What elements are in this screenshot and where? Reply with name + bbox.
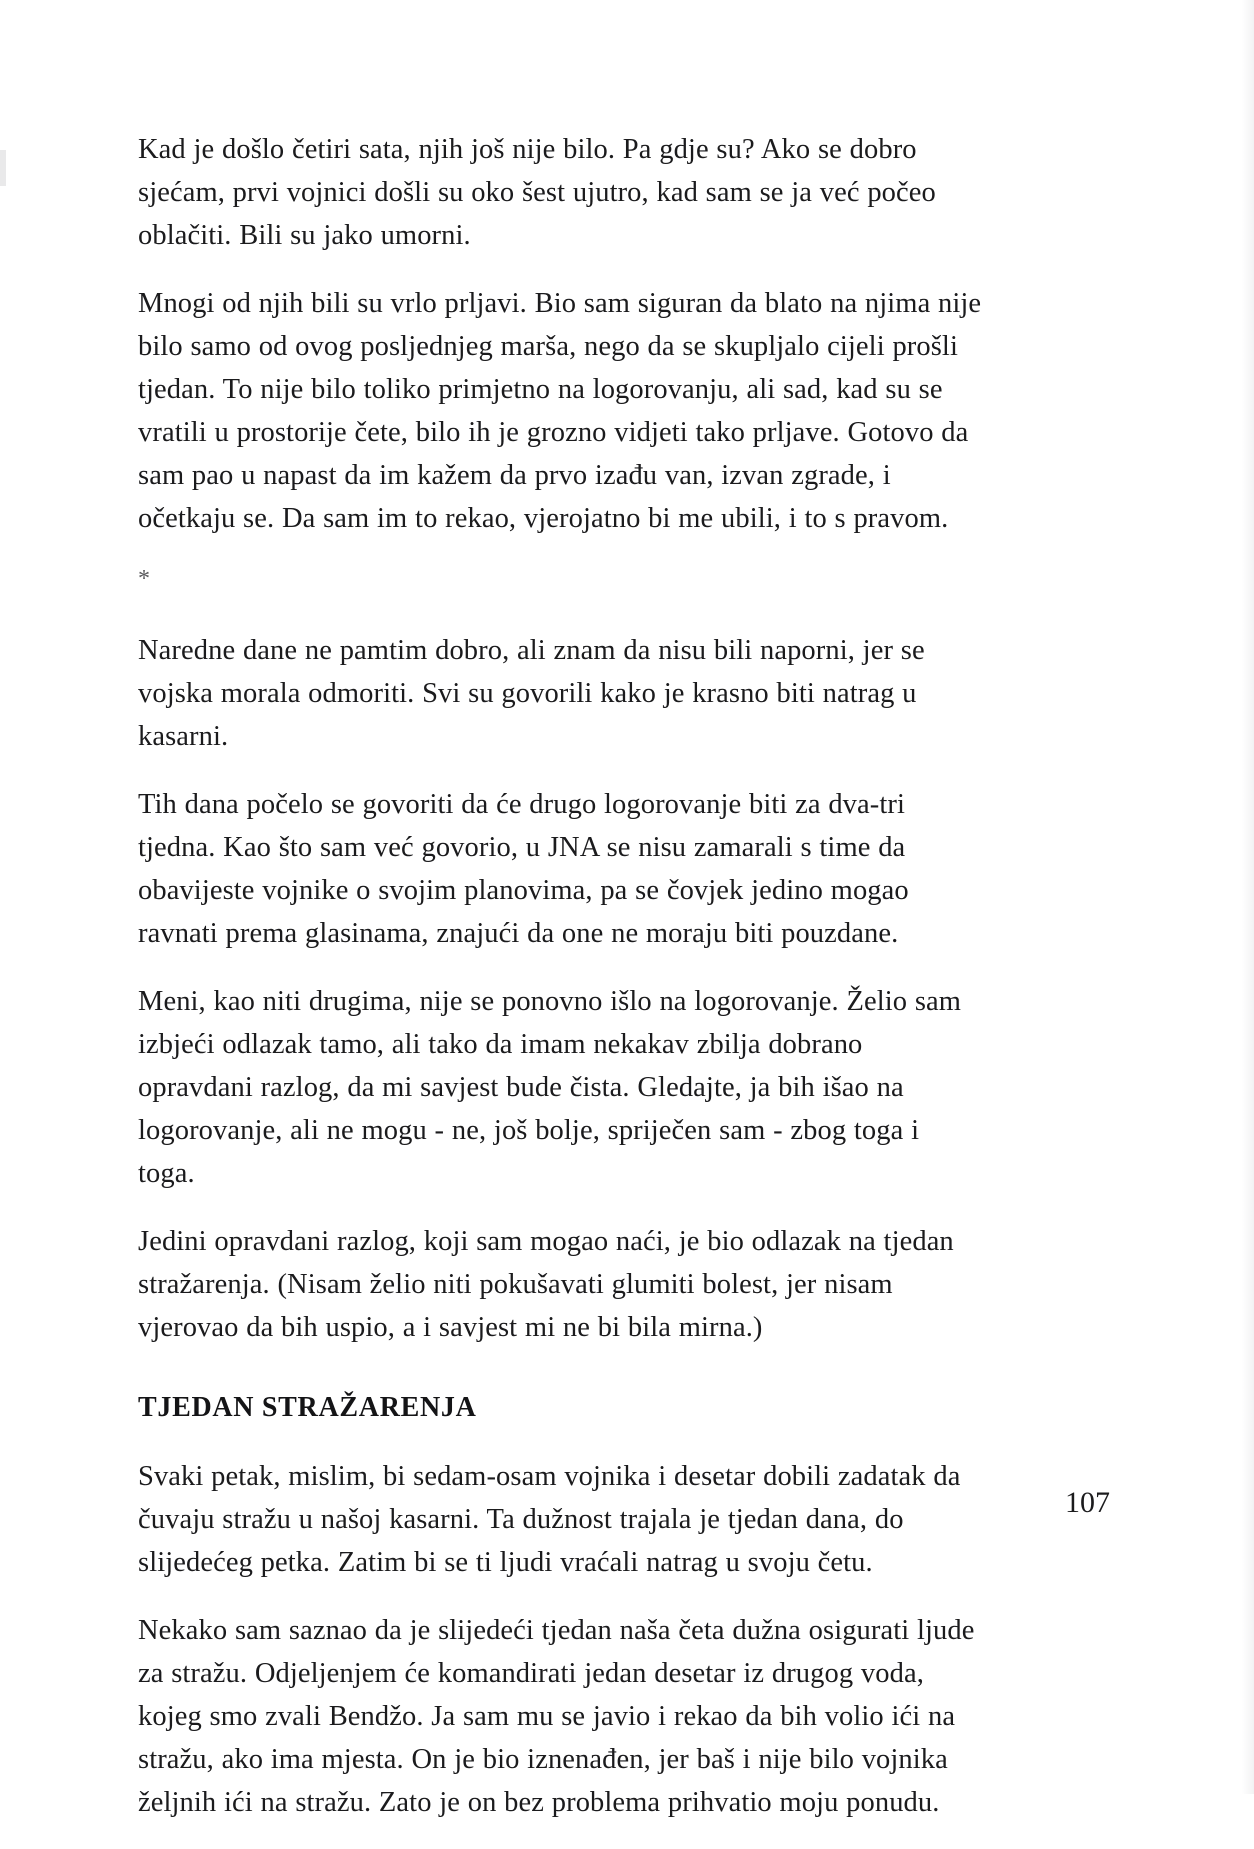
paragraph-6: Jedini opravdani razlog, koji sam mogao naći, je bio odlazak na tjedan stražarenja. (Nisam želio niti pokušavati glumiti bolest, jer nisam vjerovao da bih uspio, a i savjest mi ne bi bila mirna.): [138, 1226, 954, 1343]
section-heading-tjedan-strazarenja: TJEDAN STRAŽARENJA: [138, 1392, 477, 1423]
scan-edge-artifact-left: [0, 150, 6, 186]
body-text-column: [138, 128, 983, 1849]
paragraph-1: Kad je došlo četiri sata, njih još nije bilo. Pa gdje su? Ako se dobro sjećam, prvi vojnici došli su oko šest ujutro, kad sam se ja već počeo oblačiti. Bili su jako umorni.: [138, 134, 936, 251]
paragraph-8: Nekako sam saznao da je slijedeći tjedan naša četa dužna osigurati ljude za stražu. Odjeljenjem će komandirati jedan desetar iz drugog voda, kojeg smo zvali Bendžo. Ja sam mu se javio i rekao da bih volio ići na stražu, ako ima mjesta. On je bio iznenađen, jer baš i nije bilo vojnika željnih ići na stražu. Zato je on bez problema prihvatio moju ponudu.: [138, 1615, 975, 1818]
paragraph-3: Naredne dane ne pamtim dobro, ali znam da nisu bili naporni, jer se vojska morala odmoriti. Svi su govorili kako je krasno biti natrag u kasarni.: [138, 635, 925, 752]
paragraph-2: Mnogi od njih bili su vrlo prljavi. Bio sam siguran da blato na njima nije bilo samo od ovog posljednjeg marša, nego da se skupljalo cijeli prošli tjedan. To nije bilo toliko primjetno na logorovanju, ali sad, kad su se vratili u prostorije čete, bilo ih je grozno vidjeti tako prljave. Gotovo da sam pao u napast da im kažem da prvo izađu van, izvan zgrade, i očetkaju se. Da sam im to rekao, vjerojatno bi me ubili, i to s pravom.: [138, 288, 982, 534]
scan-edge-artifact-right: [1242, 0, 1254, 1794]
section-separator-asterisk: *: [138, 566, 150, 592]
paragraph-7: Svaki petak, mislim, bi sedam-osam vojnika i desetar dobili zadatak da čuvaju stražu u našoj kasarni. Ta dužnost trajala je tjedan dana, do slijedećeg petka. Zatim bi se ti ljudi vraćali natrag u svoju četu.: [138, 1461, 961, 1578]
page-number: 107: [1065, 1486, 1110, 1519]
paragraph-5: Meni, kao niti drugima, nije se ponovno išlo na logorovanje. Želio sam izbjeći odlazak tamo, ali tako da imam nekakav zbilja dobrano opravdani razlog, da mi savjest bude čista. Gledajte, ja bih išao na logorovanje, ali ne mogu - ne, još bolje, spriječen sam - zbog toga i toga.: [138, 986, 962, 1189]
paragraph-4: Tih dana počelo se govoriti da će drugo logorovanje biti za dva-tri tjedna. Kao što sam već govorio, u JNA se nisu zamarali s time da obavijeste vojnike o svojim planovima, pa se čovjek jedino mogao ravnati prema glasinama, znajući da one ne moraju biti pouzdane.: [138, 789, 909, 949]
